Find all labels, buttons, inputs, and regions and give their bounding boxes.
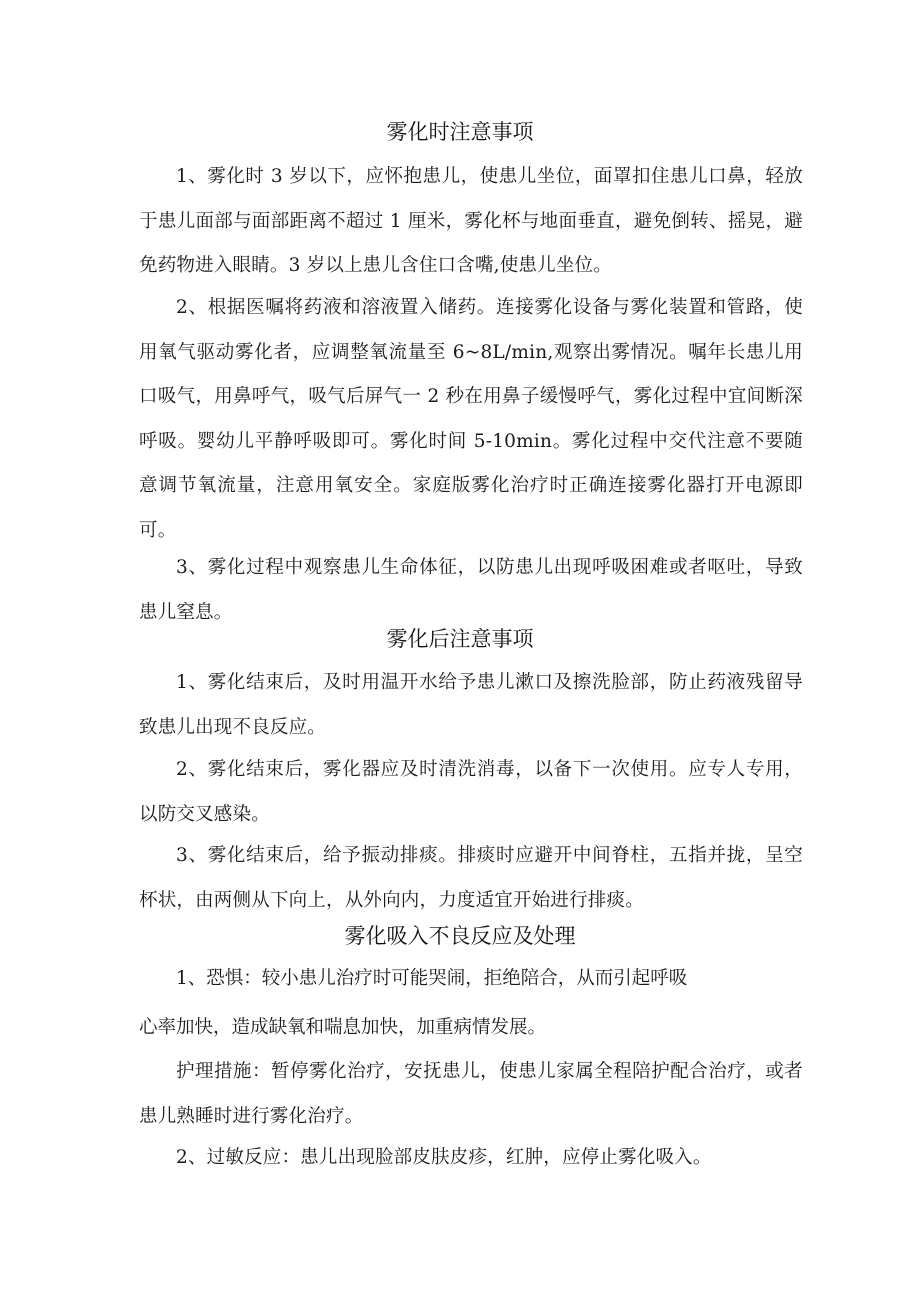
paragraph: 1、雾化时 3 岁以下，应怀抱患儿，使患儿坐位，面罩扣住患儿口鼻，轻放于患儿面部与面部距离不超过 1 厘米，雾化杯与地面垂直，避免倒转、摇晃，避免药物进入眼睛。3 岁以上患儿含住口含嘴,使患儿坐位。 — [139, 166, 803, 276]
section-title-during: 雾化时注意事项 — [386, 120, 534, 144]
paragraph: 2、过敏反应：患儿出现脸部皮肤皮疹，红肿，应停止雾化吸入。 — [176, 1147, 712, 1168]
text-line: 1、恐惧：较小患儿治疗时可能哭闹，拒绝陪合，从而引起呼吸 — [176, 968, 688, 989]
paragraph: 1、雾化结束后，及时用温开水给予患儿漱口及擦洗脸部，防止药液残留导致患儿出现不良反应。 — [139, 672, 803, 738]
paragraph: 3、雾化过程中观察患儿生命体征，以防患儿出现呼吸困难或者呕吐，导致患儿窒息。 — [139, 557, 803, 623]
section-title-adverse: 雾化吸入不良反应及处理 — [344, 924, 576, 948]
paragraph: 2、根据医嘱将药液和溶液置入储药。连接雾化设备与雾化装置和管路，使用氧气驱动雾化者，应调整氧流量至 6~8L/min,观察出雾情况。嘱年长患儿用口吸气，用鼻呼气，吸气后屏气一 2 秒在用鼻子缓慢呼气，雾化过程中宜间断深呼吸。婴幼儿平静呼吸即可。雾化时间 5-10min。雾化过程中交代注意不要随意调节氧流量，注意用氧安全。家庭版雾化治疗时正确连接雾化器打开电源即可。 — [139, 297, 803, 541]
paragraph: 2、雾化结束后，雾化器应及时清洗消毒，以备下一次使用。应专人专用，以防交叉感染。 — [139, 759, 803, 825]
text-line: 心率加快，造成缺氧和喘息加快，加重病情发展。 — [139, 1017, 547, 1038]
paragraph: 3、雾化结束后，给予振动排痰。排痰时应避开中间脊柱，五指并拢，呈空杯状，由两侧从下向上，从外向内，力度适宜开始进行排痰。 — [139, 845, 803, 911]
section-title-after: 雾化后注意事项 — [386, 627, 534, 651]
paragraph: 护理措施：暂停雾化治疗，安抚患儿，使患儿家属全程陪护配合治疗，或者患儿熟睡时进行雾化治疗。 — [139, 1061, 803, 1127]
